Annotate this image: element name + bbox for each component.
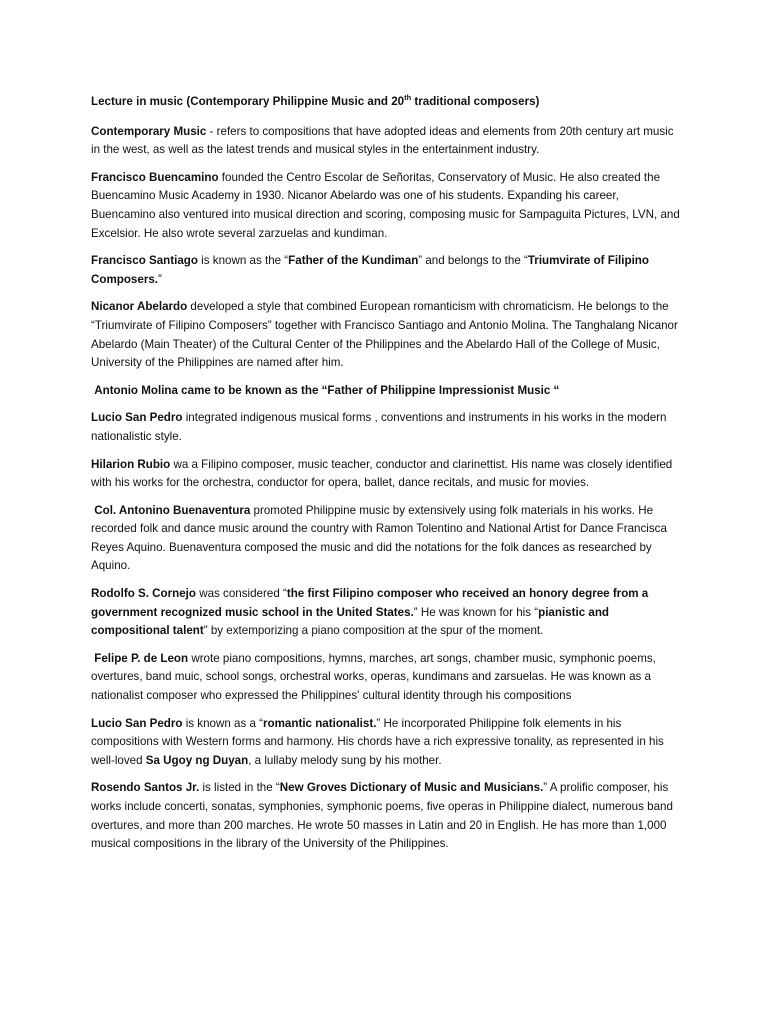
paragraph [91, 123, 681, 160]
paragraph-emphasis: New Groves Dictionary of Music and Musicians. [279, 781, 544, 795]
paragraph-text: wrote piano compositions, hymns, marches, art songs, chamber music, symphonic poems, overtures, band muic, school songs, orchestral works, operas, kundimans and zarsuelas. He was known as a nationalist composer who expressed the Philippines' cultural identity through his compositions [91, 651, 656, 703]
paragraph-emphasis: Triumvirate of Filipino Composers. [91, 254, 649, 286]
paragraph-text: founded the Centro Escolar de Señoritas, Conservatory of Music. He also created the Buencamino Music Academy in 1930. Nicanor Abelardo was one of his students. Expanding his career, Buencamino also ventured into musical direction and scoring, composing music for Sampaguita Pictures, LVN, and Excelsior. He also wrote several zarzuelas and kundiman. [91, 170, 680, 240]
paragraph [91, 585, 681, 641]
paragraph-text: - refers to compositions that have adopted ideas and elements from 20th century art music in the west, as well as the latest trends and musical styles in the entertainment industry. [91, 124, 674, 157]
paragraph-lead: Francisco Santiago [91, 254, 198, 268]
paragraph-text: ” and belongs to the “ [418, 254, 528, 268]
paragraph-lead: Antonio Molina came to be known as the “Father of Philippine Impressionist Music “ [94, 383, 560, 397]
paragraph-text: is known as a “ [182, 716, 264, 730]
paragraph [91, 169, 681, 243]
paragraph-lead: Col. Antonino Buenaventura [94, 503, 251, 517]
paragraph [91, 502, 681, 576]
title-text: Lecture in music (Contemporary Philippine Music and 20 [91, 95, 405, 108]
paragraph-emphasis: Sa Ugoy ng Duyan [145, 753, 249, 767]
paragraph-list [91, 123, 681, 854]
title-superscript: th [404, 93, 412, 103]
paragraph-text: is known as the “ [197, 254, 289, 268]
paragraph-emphasis: the first Filipino composer who received an honory degree from a government recognized music school in the United States. [91, 587, 649, 619]
paragraph-emphasis: romantic nationalist. [263, 716, 377, 730]
title-text-end: traditional composers) [411, 95, 540, 108]
paragraph-text: integrated indigenous musical forms , conventions and instruments in his works in the modern nationalistic style. [91, 411, 667, 443]
paragraph-text: ” by extemporizing a piano composition at the spur of the moment. [203, 624, 544, 638]
paragraph-emphasis: pianistic and compositional talent [91, 605, 609, 638]
paragraph-lead: Nicanor Abelardo [91, 300, 188, 314]
paragraph-text: was considered “ [195, 587, 287, 601]
paragraph [91, 409, 681, 446]
paragraph-text: wa a Filipino composer, music teacher, conductor and clarinettist. His name was closely identified with his works for the orchestra, conductor for opera, ballet, dance recitals, and music for movies. [91, 457, 673, 490]
paragraph [91, 252, 681, 289]
paragraph-emphasis: Father of the Kundiman [288, 254, 419, 268]
paragraph-lead: Rodolfo S. Cornejo [91, 587, 196, 601]
paragraph [91, 715, 681, 771]
paragraph-text: developed a style that combined European romanticism with chromaticism. He belongs to the “Triumvirate of Filipino Composers” together with Francisco Santiago and Antonio Molina. The Tanghalang Nicanor Abelardo (Main Theater) of the Cultural Center of the Philippines and the Abelardo Hall of the College of Music, University of the Philippines are named after him. [91, 300, 678, 370]
paragraph-lead: Felipe P. de Leon [94, 651, 189, 665]
document-page [91, 93, 681, 863]
paragraph-text: ” He incorporated Philippine folk elements in his compositions with Western forms and harmony. His chords have a rich expressive tonality, as represented in his well-loved [91, 716, 664, 767]
paragraph-lead: Rosendo Santos Jr. [91, 781, 200, 795]
document-title [91, 93, 681, 112]
paragraph [91, 779, 681, 853]
paragraph-text: ” He was known for his “ [413, 605, 539, 619]
paragraph-text: is listed in the “ [199, 781, 280, 795]
paragraph [91, 382, 681, 401]
paragraph-lead: Lucio San Pedro [91, 411, 183, 425]
paragraph-text: ” A prolific composer, his works include concerti, sonatas, symphonies, symphonic poems, five operas in Philippine dialect, numerous band overtures, and more than 200 marches. He wrote 50 masses in Latin and 20 in English. He has more than 1,000 musical compositions in the library of the University of the Philippines. [91, 781, 673, 851]
paragraph [91, 298, 681, 372]
paragraph [91, 456, 681, 493]
paragraph [91, 650, 681, 706]
paragraph-lead: Lucio San Pedro [91, 716, 183, 730]
paragraph-lead: Francisco Buencamino [91, 170, 219, 184]
paragraph-text: ” [158, 272, 162, 286]
paragraph-text: promoted Philippine music by extensively using folk materials in his works. He recorded folk and dance music around the country with Ramon Tolentino and National Artist for Dance Francisca Reyes Aquino. Buenaventura composed the music and did the notations for the folk dances as researched by Aquino. [91, 503, 667, 573]
paragraph-lead: Hilarion Rubio [91, 457, 171, 471]
paragraph-text: , a lullaby melody sung by his mother. [248, 753, 442, 767]
paragraph-lead: Contemporary Music [91, 124, 207, 138]
